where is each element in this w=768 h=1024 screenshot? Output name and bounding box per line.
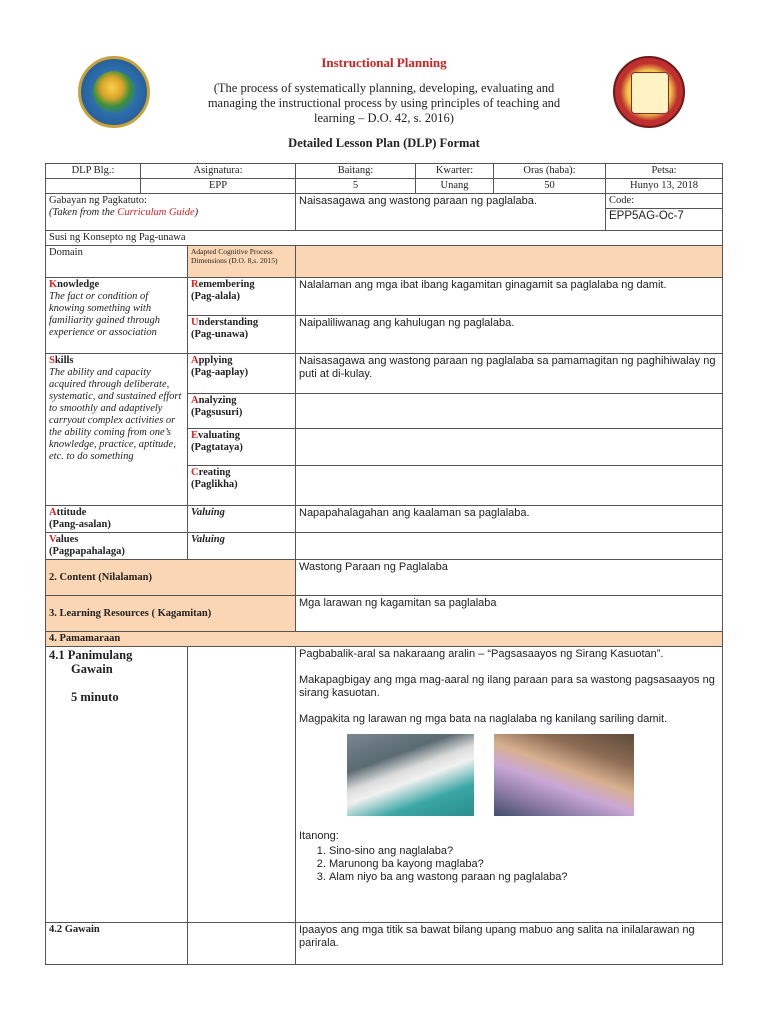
procedure-label: 4. Pamamaraan — [46, 632, 723, 647]
grade-label: Baitang: — [296, 164, 416, 179]
step1-show-picture: Magpakita ng larawan ng mga bata na naglalaba ng kanilang sariling damit. — [299, 713, 668, 725]
code-label: Code: — [606, 194, 723, 209]
remembering-cell: Remembering (Pag-alala) — [188, 278, 296, 316]
content-label: 2. Content (Nilalaman) — [46, 560, 296, 596]
attitude-domain-cell: Attitude (Pang-asalan) — [46, 506, 188, 533]
info-value-row — [46, 179, 723, 194]
step1-blank — [188, 647, 296, 923]
attitude-row — [46, 506, 723, 533]
skills-row-1 — [46, 354, 723, 394]
step1-label-cell — [46, 647, 188, 923]
date-label: Petsa: — [606, 164, 723, 179]
resources-label: 3. Learning Resources ( Kagamitan) — [46, 596, 296, 632]
grade-value: 5 — [296, 179, 416, 194]
questions-list — [317, 845, 719, 884]
adapted-dimensions-header: Adapted Cognitive Process Dimensions (D.O. 8,s. 2015) — [188, 246, 296, 278]
applying-cell: Applying (Pag-aaplay) — [188, 354, 296, 394]
step2-row — [46, 923, 723, 965]
curriculum-guide-text: Curriculum Guide — [117, 207, 195, 218]
remembering-objective: Nalalaman ang mga ibat ibang kagamitan ginagamit sa paglalaba ng damit. — [296, 278, 723, 316]
skills-label: Skills — [49, 355, 74, 366]
document-header — [0, 0, 768, 160]
knowledge-description: The fact or condition of knowing something with familiarity gained through experience or association — [49, 291, 161, 338]
step2-label: 4.2 Gawain — [46, 923, 188, 965]
document-title: Instructional Planning — [321, 55, 447, 70]
evaluating-cell: Evaluating (Pagtataya) — [188, 429, 296, 466]
values-row — [46, 533, 723, 560]
creating-cell: Creating (Paglikha) — [188, 466, 296, 506]
code-value: EPP5AG-Oc-7 — [606, 209, 723, 231]
values-dimension: Valuing — [188, 533, 296, 560]
attitude-dimension: Valuing — [188, 506, 296, 533]
quarter-label: Kwarter: — [416, 164, 494, 179]
step1-review: Pagbabalik-aral sa nakaraang aralin – “Pagsasaayos ng Sirang Kasuotan”. — [299, 648, 664, 660]
format-title: Detailed Lesson Plan (DLP) Format — [288, 136, 480, 150]
guide-row — [46, 194, 723, 209]
quarter-value: Unang — [416, 179, 494, 194]
applying-objective: Naisasagawa ang wastong paraan ng paglalaba sa pamamagitan ng paghihiwalay ng puti at di-kulay. — [296, 354, 723, 394]
subject-label: Asignatura: — [141, 164, 296, 179]
understanding-objective: Naipaliliwanag ang kahulugan ng paglalaba. — [296, 316, 723, 354]
values-objective — [296, 533, 723, 560]
date-value: Hunyo 13, 2018 — [606, 179, 723, 194]
domain-header: Domain — [46, 246, 188, 278]
procedure-row — [46, 632, 723, 647]
girl-washing-photo — [494, 734, 634, 816]
content-row — [46, 560, 723, 596]
evaluating-objective — [296, 429, 723, 466]
question-item: 1. Sino-sino ang naglalaba? — [329, 845, 719, 858]
knowledge-domain-cell — [46, 278, 188, 354]
knowledge-row-1 — [46, 278, 723, 316]
concept-row — [46, 231, 723, 246]
skills-description: The ability and capacity acquired through deliberate, systematic, and sustained effort to smoothly and adaptively carryout complex activities or the ability coming from one’s knowledge, practice, aptitude, etc. to do something — [49, 367, 182, 462]
concept-label: Susi ng Konsepto ng Pag-unawa — [46, 231, 723, 246]
guide-label: Gabayan ng Pagkatuto: — [49, 195, 147, 206]
question-item: 3. Alam niyo ba ang wastong paraan ng paglalaba? — [329, 871, 719, 884]
knowledge-label: Knowledge — [49, 279, 100, 290]
step1-label: 4.1 Panimulang — [49, 648, 133, 662]
info-label-row — [46, 164, 723, 179]
creating-objective — [296, 466, 723, 506]
content-text: Wastong Paraan ng Paglalaba — [296, 560, 723, 596]
children-washing-photo — [347, 734, 474, 816]
dlp-no-label: DLP Blg.: — [46, 164, 141, 179]
duration-value: 50 — [494, 179, 606, 194]
attitude-objective: Napapahalagahan ang kaalaman sa paglalaba. — [296, 506, 723, 533]
step1-label-2: Gawain — [71, 662, 113, 676]
domain-header-row — [46, 246, 723, 278]
resources-text: Mga larawan ng kagamitan sa paglalaba — [296, 596, 723, 632]
step2-text: Ipaayos ang mga titik sa bawat bilang upang mabuo ang salita na inilalarawan ng parirala. — [296, 923, 723, 965]
guide-label-cell — [46, 194, 296, 231]
document-description: (The process of systematically planning, developing, evaluating and managing the instructional process by using principles of teaching and learning – D.O. 42, s. 2016) — [207, 81, 561, 125]
questions-label: Itanong: — [299, 830, 339, 842]
dlp-no-value — [46, 179, 141, 194]
step1-content — [296, 647, 723, 923]
resources-row — [46, 596, 723, 632]
step1-time: 5 minuto — [71, 690, 119, 704]
values-domain-cell: Values (Pagpapahalaga) — [46, 533, 188, 560]
understanding-cell: Understanding (Pag-unawa) — [188, 316, 296, 354]
step1-row — [46, 647, 723, 923]
analyzing-objective — [296, 394, 723, 429]
guide-competency: Naisasagawa ang wastong paraan ng paglalaba. — [296, 194, 606, 231]
duration-label: Oras (haba): — [494, 164, 606, 179]
dlp-table — [45, 163, 723, 965]
subject-value: EPP — [141, 179, 296, 194]
question-item: 2. Marunong ba kayong maglaba? — [329, 858, 719, 871]
step1-recall: Makapagbigay ang mga mag-aaral ng ilang paraan para sa wastong pagsasaayos ng sirang kasuotan. — [299, 674, 715, 699]
guide-source: (Taken from the Curriculum Guide) — [49, 207, 199, 218]
step2-blank — [188, 923, 296, 965]
skills-domain-cell — [46, 354, 188, 506]
domain-header-blank — [296, 246, 723, 278]
analyzing-cell: Analyzing (Pagsusuri) — [188, 394, 296, 429]
